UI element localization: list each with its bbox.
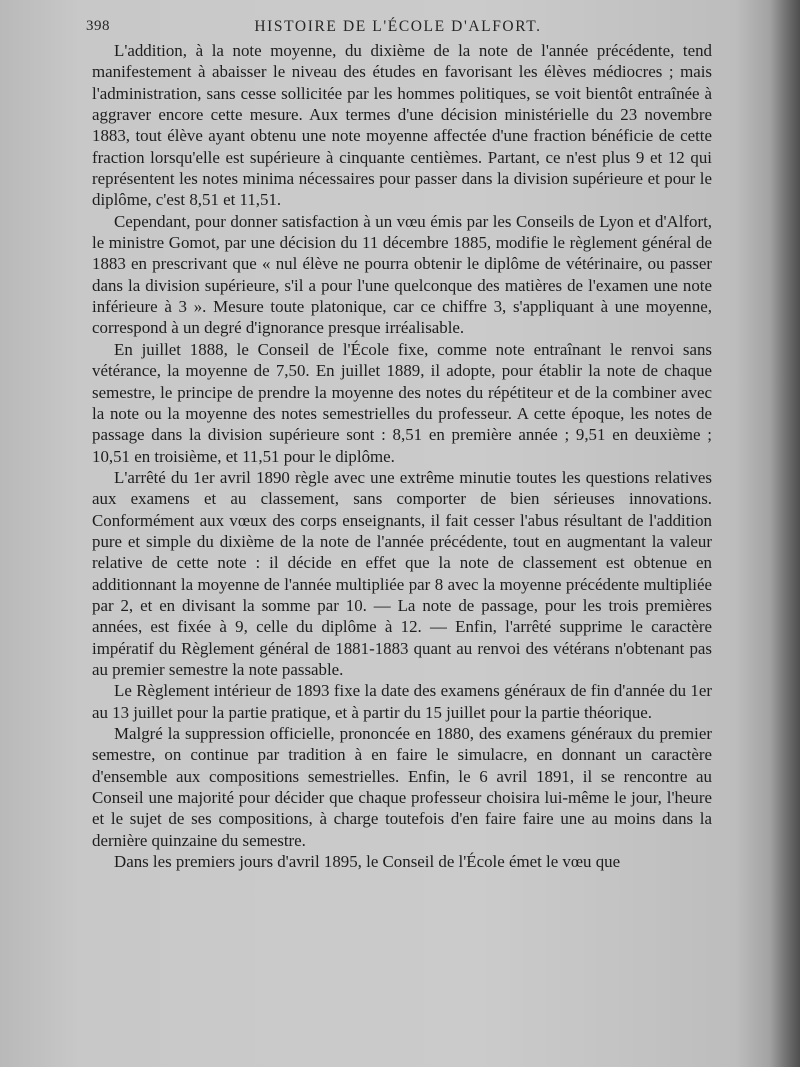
page-number: 398 bbox=[86, 18, 110, 34]
page-header bbox=[86, 14, 710, 36]
paragraph: En juillet 1888, le Conseil de l'École fixe, comme note entraînant le renvoi sans vétérance, la moyenne de 7,50. En juillet 1889, il adopte, pour établir la note de chaque semestre, le principe de prendre la moyenne des notes du répétiteur et de la combiner avec la note ou la moyenne des notes semestrielles du professeur. A cette époque, les notes de passage dans la division supérieure sont : 8,51 en première année ; 9,51 en deuxième ; 10,51 en troisième, et 11,51 pour le diplôme. bbox=[92, 339, 712, 466]
body-text bbox=[92, 40, 712, 872]
paragraph: L'arrêté du 1er avril 1890 règle avec une extrême minutie toutes les questions relatives aux examens et au classement, sans comporter de bien sérieuses innovations. Conformément aux vœux des corps enseignants, il fait cesser l'abus résultant de l'addition pure et simple du dixième de la note de l'année précédente, tout en augmentant la valeur relative de cette note : il décide en effet que la note de classement est obtenue en additionnant la moyenne de l'année multipliée par 8 avec la moyenne précédente multipliée par 2, et en divisant la somme par 10. — La note de passage, pour les trois premières années, est fixée à 9, celle du diplôme à 12. — Enfin, l'arrêté supprime le caractère impératif du Règlement général de 1881-1883 quant au renvoi des vétérans n'obtenant pas au premier semestre la note passable. bbox=[92, 467, 712, 679]
paragraph: Malgré la suppression officielle, prononcée en 1880, des examens généraux du premier semestre, on continue par tradition à en faire le simulacre, en donnant un caractère d'ensemble aux compositions semestrielles. Enfin, le 6 avril 1891, il se rencontre au Conseil une majorité pour décider que chaque professeur choisira lui-même le jour, l'heure et le sujet de ses compositions, à charge toutefois d'en faire faire une au moins dans la dernière quinzaine du semestre. bbox=[92, 724, 712, 850]
paragraph: Le Règlement intérieur de 1893 fixe la date des examens généraux de fin d'année du 1er au 13 juillet pour la partie pratique, et à partir du 15 juillet pour la partie théorique. bbox=[92, 681, 712, 722]
paragraph: Cependant, pour donner satisfaction à un vœu émis par les Conseils de Lyon et d'Alfort, le ministre Gomot, par une décision du 11 décembre 1885, modifie le règlement général de 1883 en prescrivant que « nul élève ne pourra obtenir le diplôme de vétérinaire, ou passer dans la division supérieure, s'il a pour l'une quelconque des matières de l'examen une note inférieure à 3 ». Mesure toute platonique, car ce chiffre 3, s'appliquant à une moyenne, correspond à un degré d'ignorance presque irréalisable. bbox=[92, 211, 712, 338]
paragraph: L'addition, à la note moyenne, du dixième de la note de l'année précédente, tend manifestement à abaisser le niveau des études en favorisant les élèves médiocres ; mais l'administration, sans cesse sollicitée par les hommes politiques, se voit bientôt entraînée à aggraver encore cette mesure. Aux termes d'une décision ministérielle du 23 novembre 1883, tout élève ayant obtenu une note moyenne affectée d'une fraction bénéficie de cette fraction lorsqu'elle est supérieure à cinquante centièmes. Partant, ce n'est plus 9 et 12 qui représentent les notes minima nécessaires pour passer dans la division supérieure et pour le diplôme, c'est 8,51 et 11,51. bbox=[92, 41, 712, 210]
running-title: HISTOIRE DE L'ÉCOLE D'ALFORT. bbox=[254, 18, 542, 35]
paragraph: Dans les premiers jours d'avril 1895, le Conseil de l'École émet le vœu que bbox=[114, 852, 621, 872]
